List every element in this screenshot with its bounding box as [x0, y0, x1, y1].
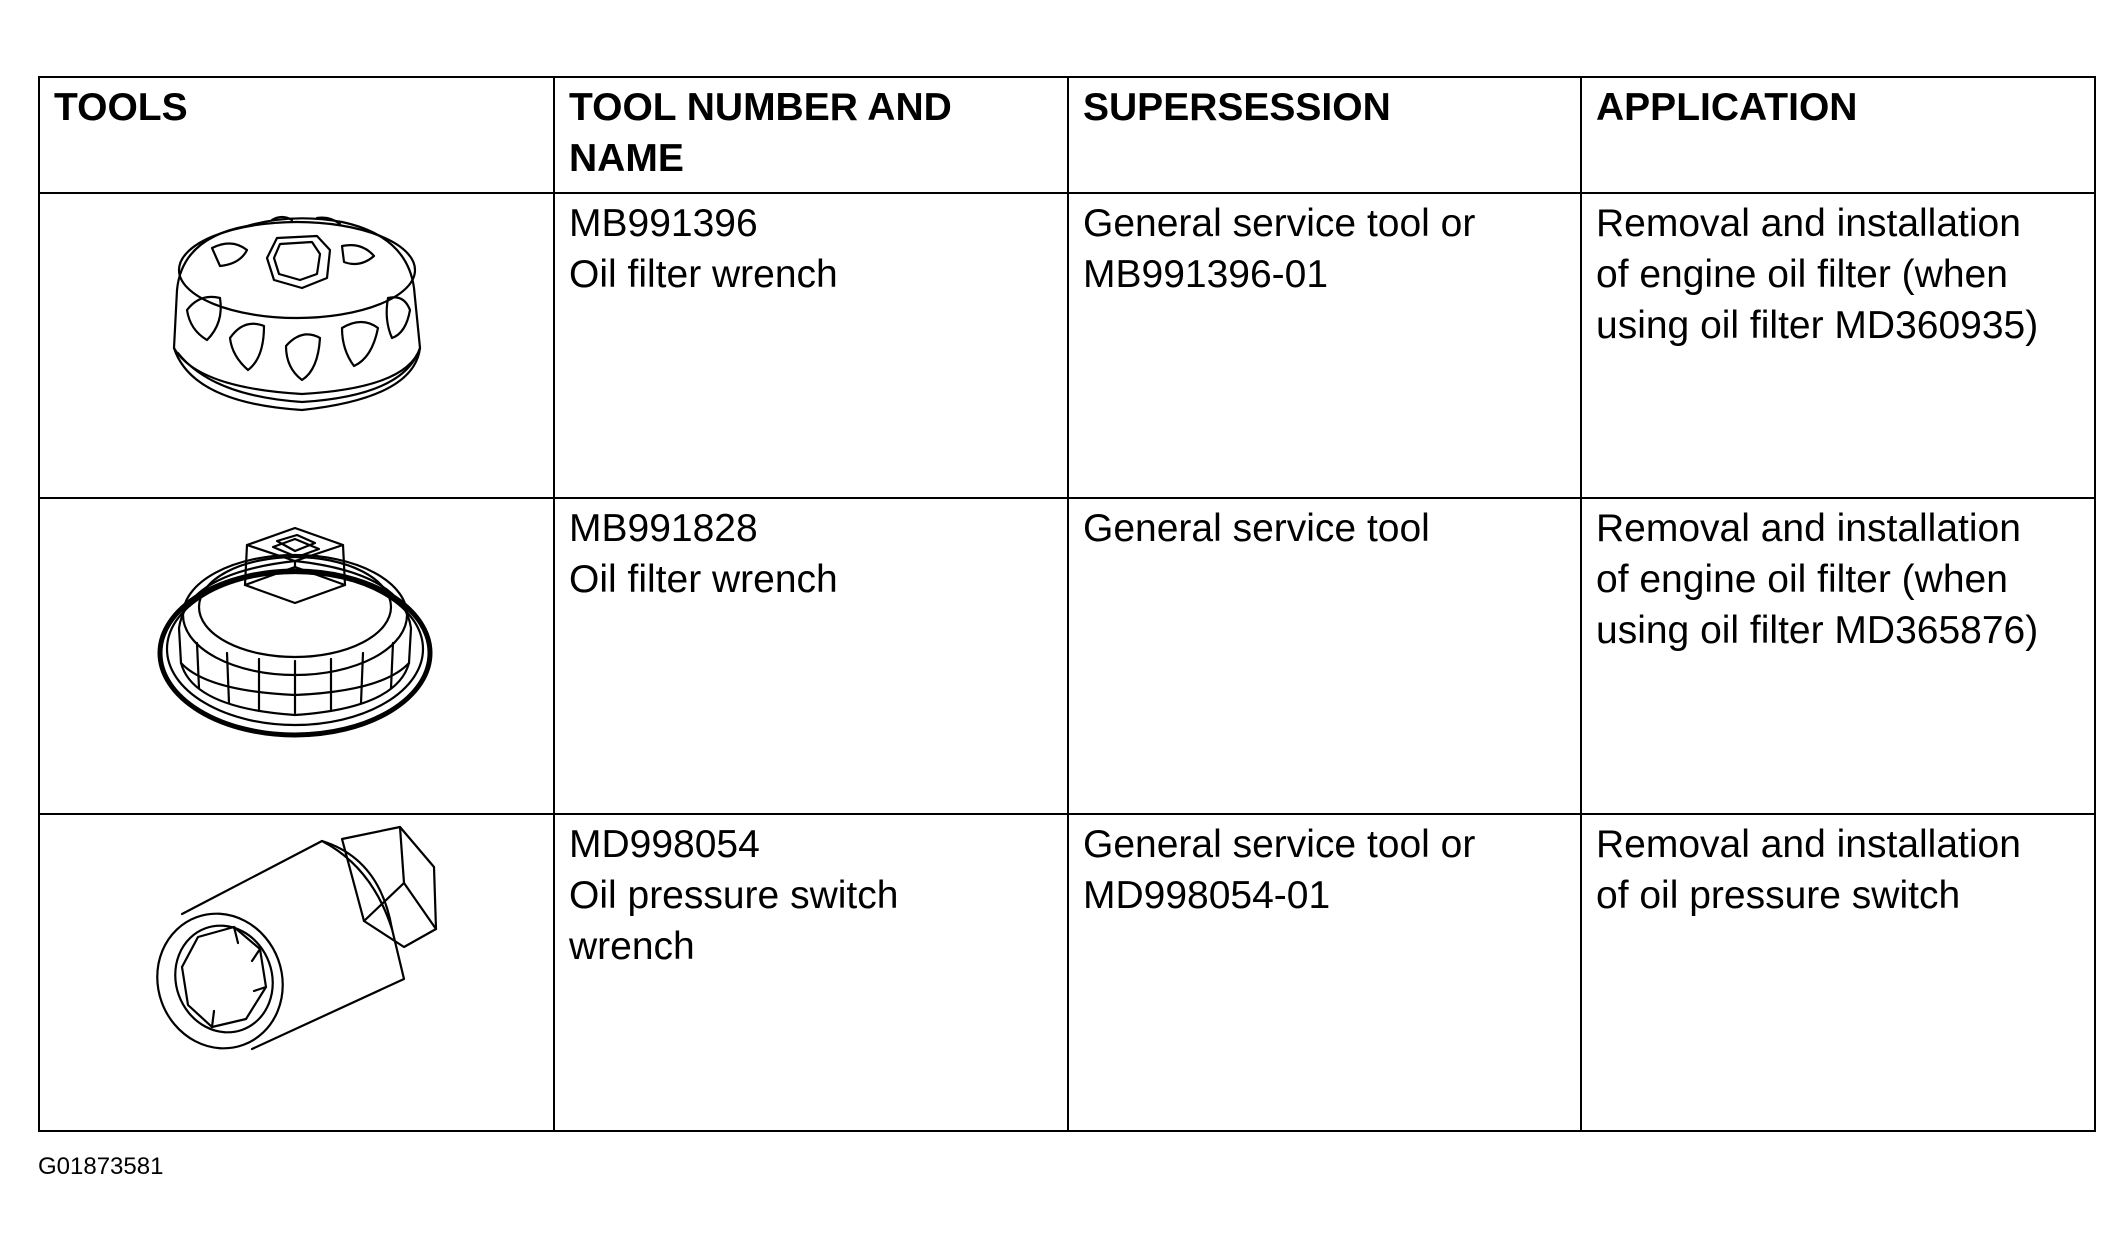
- application-cell: [1581, 498, 2095, 814]
- application-line: using oil filter MD365876): [1596, 609, 2039, 652]
- tool-number: MD998054: [569, 823, 760, 866]
- tool-number: MB991828: [569, 507, 758, 550]
- tool-name: Oil filter wrench: [569, 558, 838, 601]
- table-header-row: [39, 77, 2095, 193]
- application-line: Removal and installation: [1596, 507, 2021, 550]
- application-cell: [1581, 193, 2095, 498]
- tool-number-cell: [554, 193, 1068, 498]
- application-cell: [1581, 814, 2095, 1131]
- table-row: [39, 498, 2095, 814]
- tool-number: MB991396: [569, 202, 758, 245]
- supersession-cell: [1068, 193, 1581, 498]
- tool-name: Oil filter wrench: [569, 253, 838, 296]
- tool-image-cell: [39, 193, 554, 498]
- oil-pressure-switch-wrench-icon: [142, 819, 452, 1059]
- header-line: TOOL NUMBER AND: [569, 86, 952, 129]
- application-line: using oil filter MD360935): [1596, 304, 2039, 347]
- header-supersession: SUPERSESSION: [1068, 77, 1581, 193]
- application-line: of engine oil filter (when: [1596, 253, 2008, 296]
- table-row: [39, 193, 2095, 498]
- supersession-cell: [1068, 814, 1581, 1131]
- tool-image-cell: [39, 814, 554, 1131]
- tool-image-cell: [39, 498, 554, 814]
- header-application: APPLICATION: [1581, 77, 2095, 193]
- table-row: [39, 814, 2095, 1131]
- tool-number-cell: [554, 814, 1068, 1131]
- application-line: of engine oil filter (when: [1596, 558, 2008, 601]
- tool-name: wrench: [569, 925, 695, 968]
- tool-name: Oil pressure switch: [569, 874, 899, 917]
- application-line: Removal and installation: [1596, 202, 2021, 245]
- supersession-line: MD998054-01: [1083, 874, 1331, 917]
- supersession-cell: [1068, 498, 1581, 814]
- supersession-line: General service tool or: [1083, 202, 1476, 245]
- oil-filter-wrench-socket-icon: [147, 503, 447, 743]
- application-line: Removal and installation: [1596, 823, 2021, 866]
- oil-filter-wrench-cap-icon: [152, 198, 442, 428]
- special-tools-sheet: [38, 76, 2096, 1132]
- application-line: of oil pressure switch: [1596, 874, 1961, 917]
- supersession-line: General service tool: [1083, 507, 1430, 550]
- header-tools: TOOLS: [39, 77, 554, 193]
- supersession-line: MB991396-01: [1083, 253, 1329, 296]
- special-tools-table: [38, 76, 2096, 1132]
- figure-code: G01873581: [38, 1153, 164, 1180]
- header-tool-number-and-name: [554, 77, 1068, 193]
- tool-number-cell: [554, 498, 1068, 814]
- supersession-line: General service tool or: [1083, 823, 1476, 866]
- header-line: NAME: [569, 137, 684, 180]
